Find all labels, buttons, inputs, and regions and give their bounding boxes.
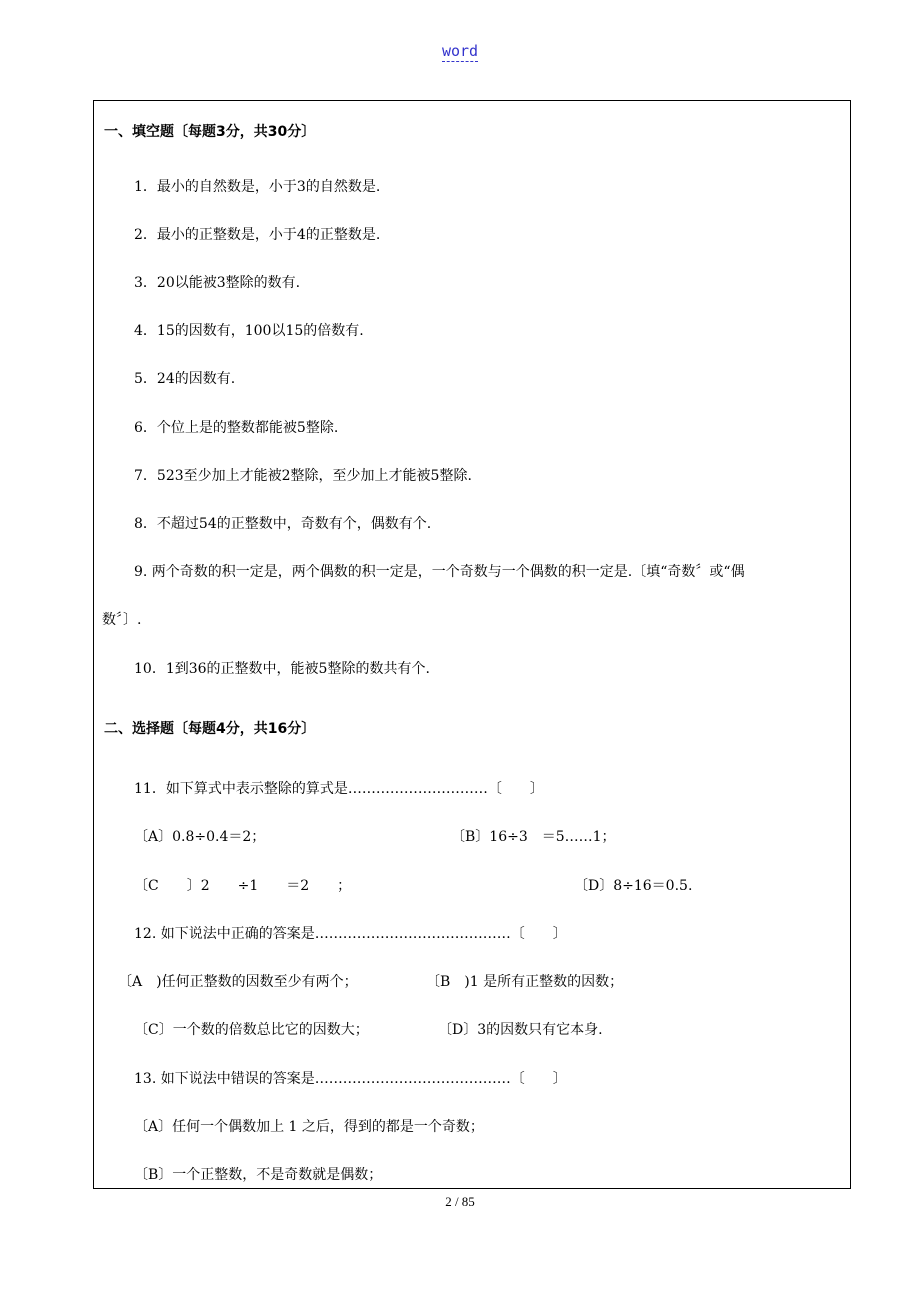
question-5: 5．24的因数有. <box>134 371 236 387</box>
question-13-option-a: 〔A〕任何一个偶数加上 1 之后，得到的都是一个奇数； <box>134 1119 484 1135</box>
question-11-option-a: 〔A〕0.8÷0.4＝2； <box>134 829 266 845</box>
page-number: 2 / 85 <box>445 1194 475 1209</box>
question-1: 1．最小的自然数是，小于3的自然数是. <box>134 179 381 195</box>
question-12-option-b: 〔B )1 是所有正整数的因数； <box>426 974 624 990</box>
question-3: 3．20以能被3整除的数有. <box>134 275 301 291</box>
question-12-option-a: 〔A )任何正整数的因数至少有两个； <box>118 974 358 990</box>
question-9-line1: 9. 两个奇数的积一定是，两个偶数的积一定是，一个奇数与一个偶数的积一定是.〔填“奇数〞或“偶 <box>134 564 745 580</box>
header-word-link[interactable] <box>0 42 920 60</box>
question-11-option-c: 〔C 〕2 ÷1 ＝2 ； <box>134 878 352 894</box>
exam-content-frame <box>93 100 851 1189</box>
question-12-option-c: 〔C〕一个数的倍数总比它的因数大； <box>134 1022 369 1038</box>
question-6: 6．个位上是的整数都能被5整除. <box>134 420 339 436</box>
question-7: 7．523至少加上才能被2整除，至少加上才能被5整除. <box>134 468 472 484</box>
question-4: 4．15的因数有，100以15的倍数有. <box>134 323 364 339</box>
question-11-option-d: 〔D〕8÷16＝0.5. <box>574 878 693 894</box>
question-10: 10．1到36的正整数中，能被5整除的数共有个. <box>134 661 430 677</box>
question-11-stem: 11．如下算式中表示整除的算式是…………………………〔 〕 <box>134 781 544 797</box>
section1-title: 一、填空题〔每题3分，共30分〕 <box>104 124 316 140</box>
section2-title: 二、选择题〔每题4分，共16分〕 <box>104 721 316 737</box>
question-2: 2．最小的正整数是，小于4的正整数是. <box>134 227 381 243</box>
question-13-option-b: 〔B〕一个正整数，不是奇数就是偶数； <box>134 1167 383 1183</box>
question-11-option-b: 〔B〕16÷3 ＝5……1； <box>451 829 616 845</box>
question-9-line2: 数〞〕. <box>102 612 142 628</box>
question-12-option-d: 〔D〕3的因数只有它本身. <box>438 1022 603 1038</box>
question-12-stem: 12. 如下说法中正确的答案是……………………………………〔 〕 <box>134 926 567 942</box>
question-13-stem: 13. 如下说法中错误的答案是……………………………………〔 〕 <box>134 1071 567 1087</box>
header-word-text[interactable]: word <box>441 42 479 60</box>
question-8: 8．不超过54的正整数中，奇数有个，偶数有个. <box>134 516 432 532</box>
